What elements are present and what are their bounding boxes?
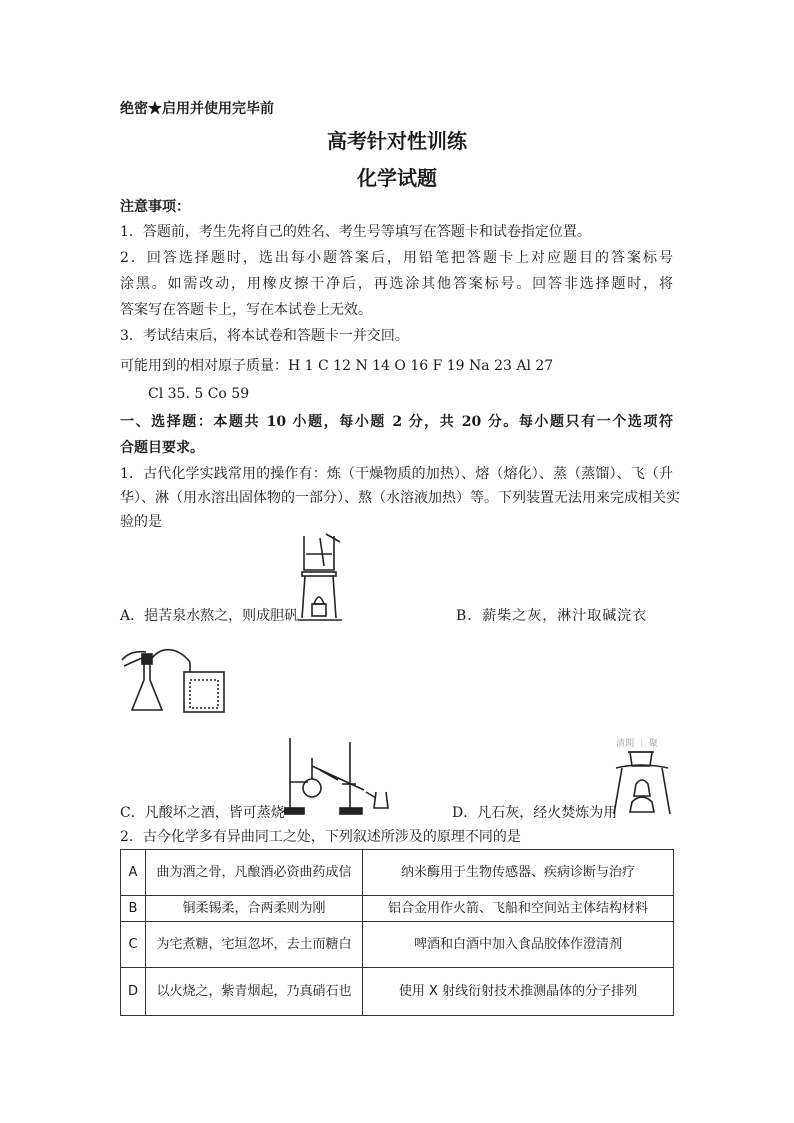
q1-stem-line-2: 华）、淋（用水溶出固体物的一部分）、熬（水溶液加热）等。下列装置无法用来完成相关实 (120, 490, 680, 506)
q2-row-key: D (121, 968, 146, 1016)
notice-item-2-line-1: 2．回答选择题时，选出每小题答案后，用铅笔把答题卡上对应题目的答案标号 (120, 250, 673, 266)
apparatus-b-filtration-image (120, 640, 230, 718)
apparatus-a-evaporation-image (296, 532, 346, 624)
q2-row-ancient: 曲为酒之骨，凡酿酒必资曲药成信 (146, 850, 363, 896)
q1-option-c: C．凡酸坏之酒，皆可蒸烧 (120, 805, 285, 821)
q2-row-key: A (121, 850, 146, 896)
notice-item-2-line-2: 涂黑。如需改动，用橡皮擦干净后，再选涂其他答案标号。回答非选择题时，将 (120, 276, 673, 292)
exam-title: 高考针对性训练 (327, 129, 467, 153)
section-1-heading-line-2: 合题目要求。 (120, 440, 204, 456)
notice-item-3: 3．考试结束后，将本试卷和答题卡一并交回。 (120, 328, 409, 344)
table-row (121, 896, 674, 922)
table-row (121, 850, 674, 896)
q2-stem: 2．古今化学多有异曲同工之处，下列叙述所涉及的原理不同的是 (120, 829, 521, 845)
q2-row-modern: 纳米酶用于生物传感器、疾病诊断与治疗 (363, 850, 674, 896)
q1-option-b: B．薪柴之灰，淋汁取碱浣衣 (456, 608, 648, 624)
q2-row-modern: 啤酒和白酒中加入食品胶体作澄清剂 (363, 922, 674, 968)
table-row (121, 968, 674, 1016)
apparatus-d-watermark: 清期 ｜ 聚 (616, 739, 658, 749)
q2-row-modern: 铝合金用作火箭、飞船和空间站主体结构材料 (363, 896, 674, 922)
q1-option-a: A．挹苦泉水熬之，则成胆矾 (120, 608, 299, 624)
q2-row-key: B (121, 896, 146, 922)
section-1-heading-line-1: 一、选择题：本题共 10 小题，每小题 2 分，共 20 分。每小题只有一个选项符 (120, 414, 673, 430)
q2-row-ancient: 铜柔锡柔，合两柔则为刚 (146, 896, 363, 922)
notice-heading: 注意事项： (120, 199, 190, 215)
q1-stem-line-1: 1．古代化学实践常用的操作有：炼（干燥物质的加热）、熔（熔化）、蒸（蒸馏）、飞（升 (120, 466, 673, 482)
exam-subject: 化学试题 (357, 166, 437, 190)
apparatus-d-calcination-image (606, 736, 682, 820)
table-row (121, 922, 674, 968)
q2-row-modern: 使用 X 射线衍射技术推测晶体的分子排列 (363, 968, 674, 1016)
notice-item-1: 1．答题前，考生先将自己的姓名、考生号等填写在答题卡和试卷指定位置。 (120, 224, 591, 240)
q2-row-ancient: 为宅煮糖，宅垣忽坏，去土而糖白 (146, 922, 363, 968)
atomic-masses-line-2: Cl 35. 5 Co 59 (148, 386, 250, 402)
q2-row-ancient: 以火烧之，紫青烟起，乃真硝石也 (146, 968, 363, 1016)
q2-options-table (120, 849, 674, 1016)
apparatus-c-distillation-image (284, 736, 394, 818)
atomic-masses-line-1: 可能用到的相对原子质量：H 1 C 12 N 14 O 16 F 19 Na 23 Al 27 (120, 358, 554, 374)
q1-option-d: D．凡石灰，经火焚炼为用 (452, 805, 618, 821)
q2-row-key: C (121, 922, 146, 968)
notice-item-2-line-3: 答案写在答题卡上，写在本试卷上无效。 (120, 302, 372, 318)
confidential-label: 绝密★启用并使用完毕前 (120, 101, 274, 117)
q1-stem-line-3: 验的是 (120, 514, 162, 530)
